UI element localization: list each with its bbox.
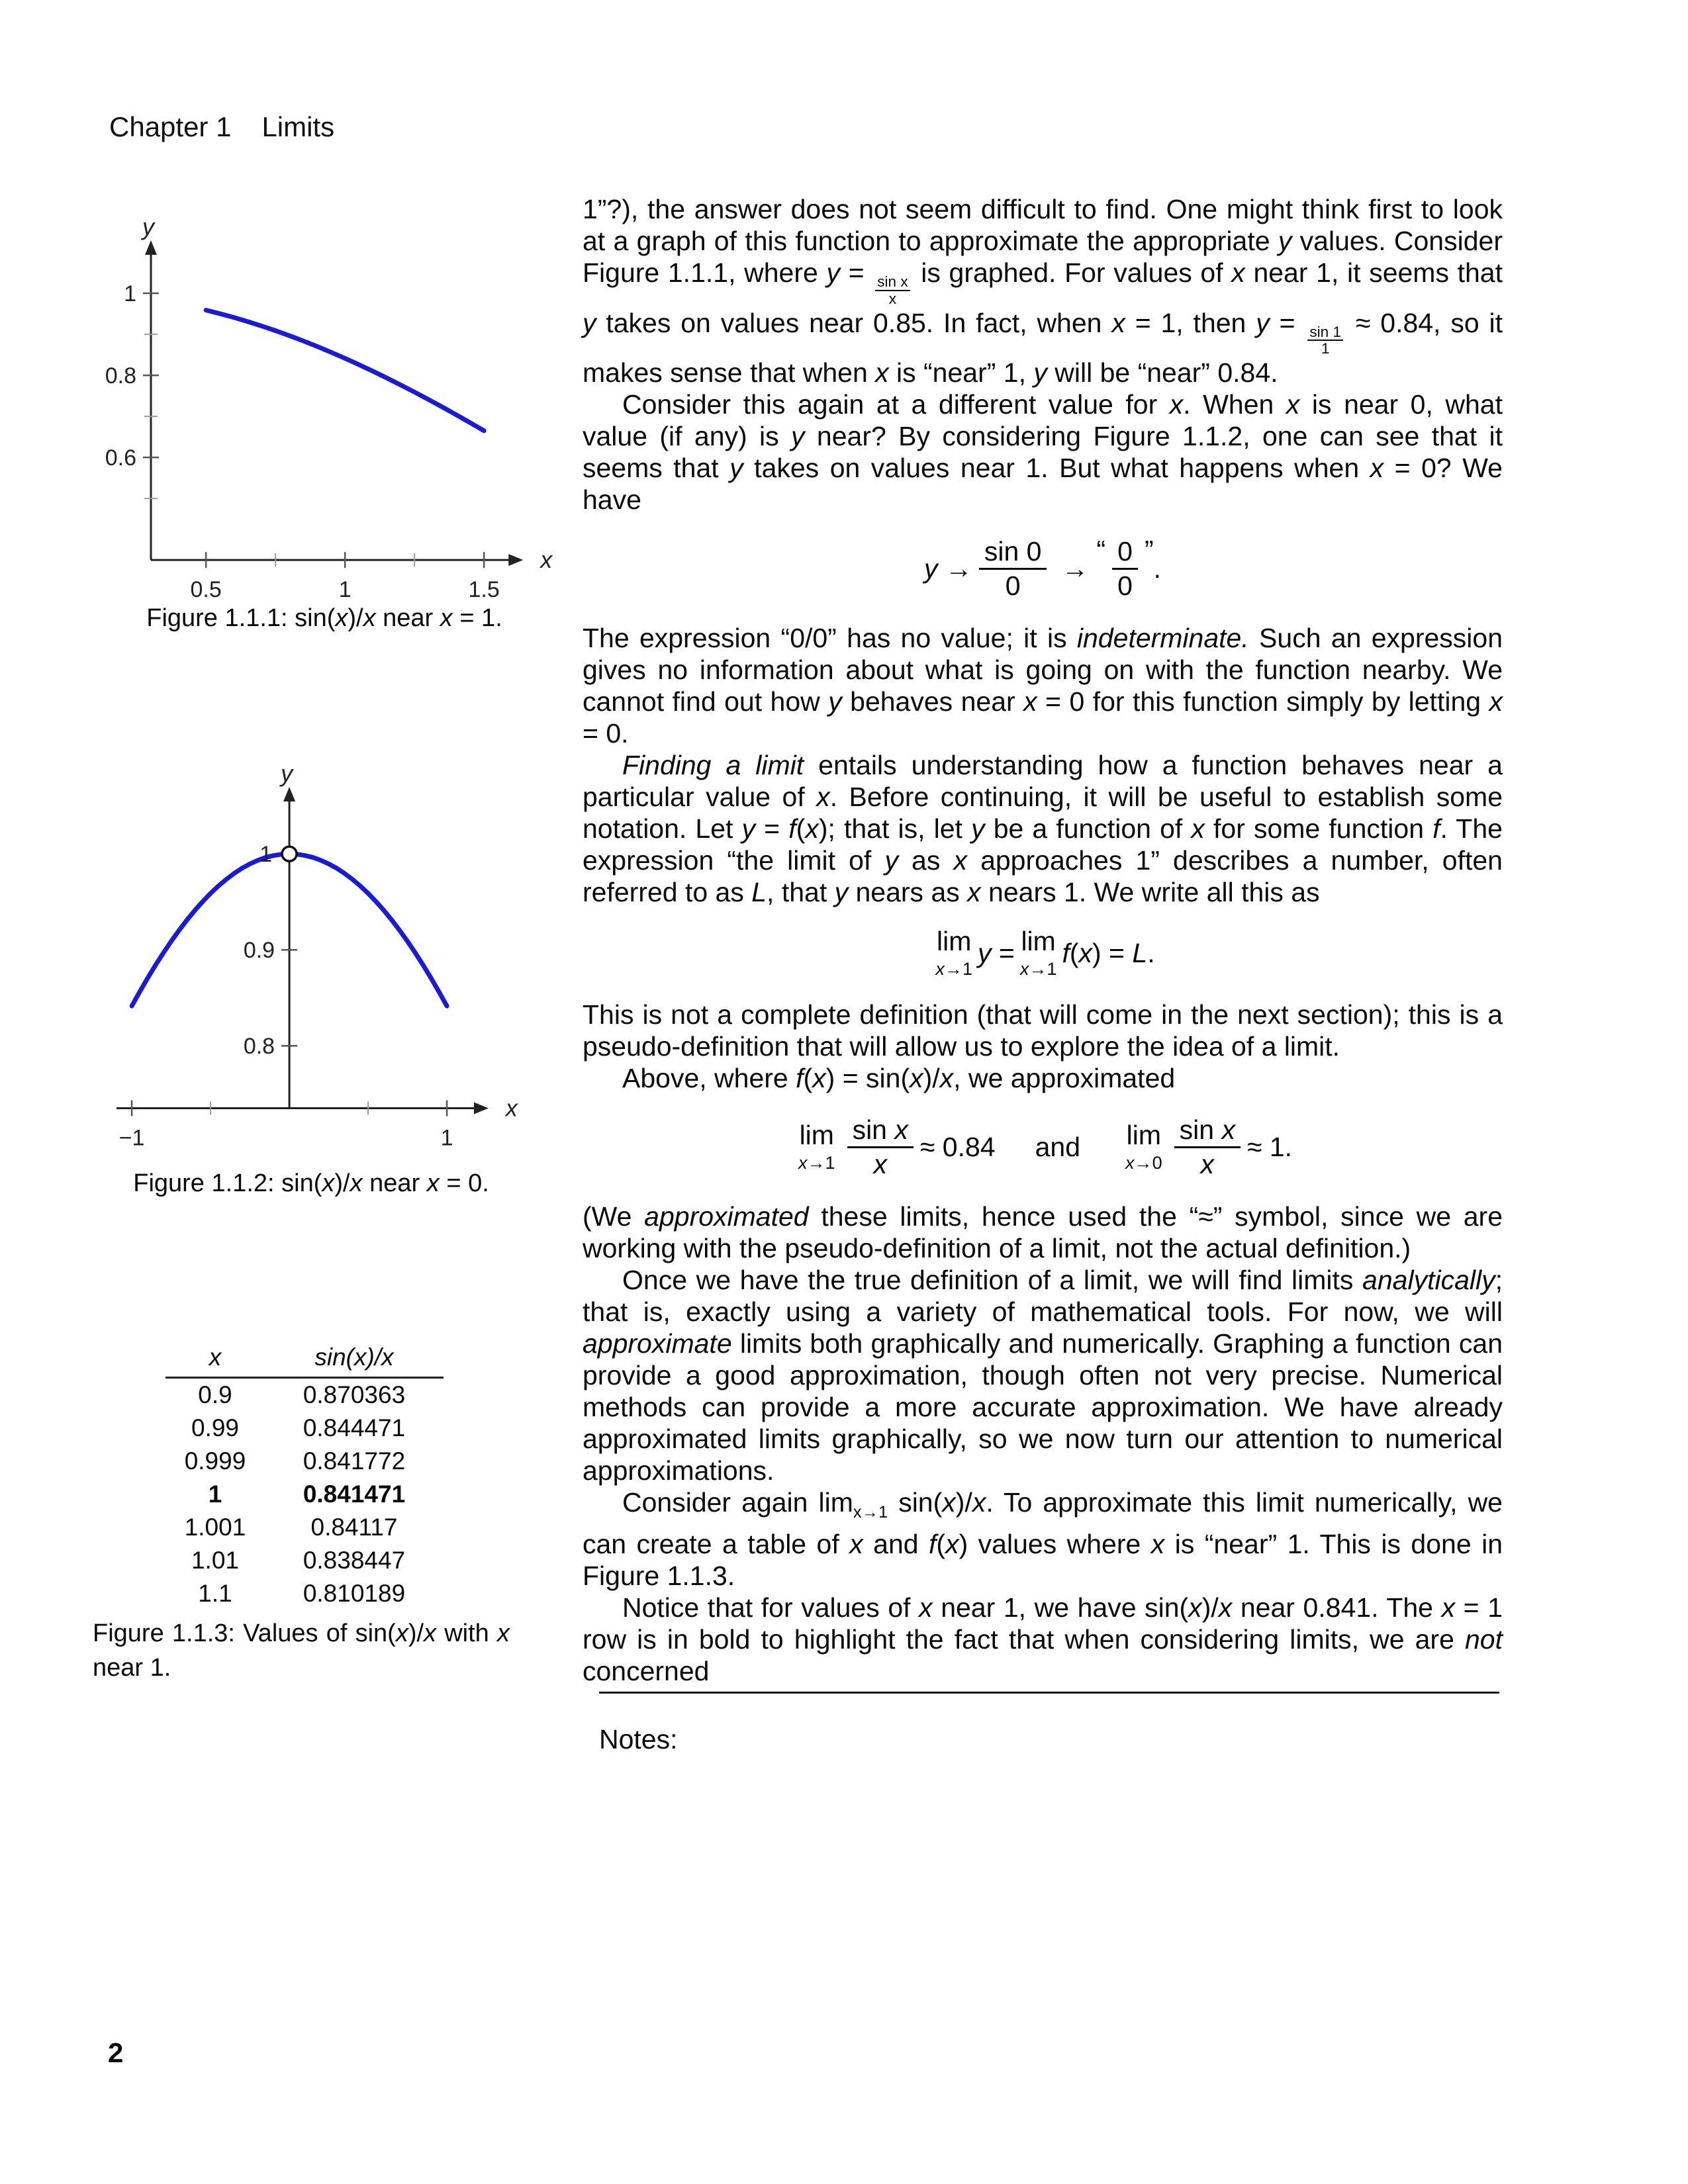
table-row	[165, 1478, 444, 1511]
y-tick-label: 0.9	[243, 938, 275, 964]
lim: lim	[1021, 926, 1056, 957]
paragraph: 1”?), the answer does not seem difficult to find. One might think first to look at a graph of this function to approximate the appropriate y values. Consider Figure 1.1.1, where y = $\frac{\text{sin x}}{x}$ is graphed. For values of x near 1, it seems that y takes on values near 0.85. In fact, when x = 1, then y = $\frac{\sin 1}{1}$ ≈ 0.84, so it makes sense that when x is “near” 1, y will be “near” 0.84.	[583, 194, 1503, 388]
paragraph: (We approximated these limits, hence used the “≈” symbol, since we are working with the pseudo-definition of a limit, not the actual definition.)	[583, 1201, 1503, 1263]
table-row	[165, 1577, 444, 1610]
table-header-x: x	[209, 1343, 222, 1371]
equation-body: f(x) = L.	[1062, 937, 1155, 968]
paragraph: Consider again $\lim_{x\to 1} \sin(x)/x$. To approximate this limit numerically, we can create a table of x and f(x) values where x is “near” 1. This is done in Figure 1.1.3.	[583, 1486, 1503, 1592]
fraction-numerator: sin x	[1174, 1114, 1241, 1148]
fraction-numerator: sin 0	[979, 535, 1047, 570]
table-cell: 0.841471	[303, 1480, 406, 1508]
table-cell: 0.838447	[303, 1547, 406, 1574]
open-quote: “	[1096, 535, 1106, 566]
y-tick-label: 0.8	[105, 363, 136, 389]
table-row	[165, 1445, 444, 1478]
limit-stack	[798, 1122, 835, 1172]
x-tick-label: 1.5	[468, 577, 500, 599]
figure-1-1-2-plot	[99, 754, 523, 1165]
y-axis-arrow	[145, 240, 157, 255]
limit-stack	[1125, 1122, 1162, 1172]
y-axis-arrow	[283, 787, 295, 801]
x-axis-arrow	[508, 554, 523, 566]
notes-label: Notes:	[599, 1724, 678, 1754]
table-cell: 1	[208, 1480, 222, 1508]
paragraph: This is not a complete definition (that will come in the next section); this is a pseudo-definition that will allow us to explore the idea of a limit.	[583, 999, 1503, 1062]
y-axis-label: y	[281, 760, 293, 787]
table-cell: 0.810189	[303, 1580, 406, 1607]
table-cell: 0.870363	[303, 1381, 406, 1408]
limit-stack	[935, 928, 972, 978]
x-tick-label: 1	[440, 1125, 453, 1151]
table-cell: 0.84117	[310, 1514, 398, 1541]
paragraph: Notice that for values of x near 1, we have sin(x)/x near 0.841. The x = 1 row is in bold to highlight the fact that when considering limits, we are not concerned	[583, 1592, 1503, 1687]
display-equation-limit-definition	[583, 928, 1503, 978]
fraction-sin0-over-0	[979, 535, 1047, 602]
fraction-denominator: x	[1200, 1148, 1215, 1179]
y-tick-label: 1	[259, 842, 273, 868]
lim-subscript: x→1	[1019, 959, 1057, 979]
figure-1-1-2-caption: Figure 1.1.2: sin(x)/x near x = 0.	[133, 1169, 489, 1197]
x-tick-label: −1	[118, 1125, 145, 1151]
table-cell: 0.999	[184, 1447, 246, 1475]
paragraph: The expression “0/0” has no value; it is indeterminate. Such an expression gives no information about what is going on with the function nearby. We cannot find out how y behaves near x = 0 for this function simply by letting x = 0.	[583, 623, 1503, 749]
notes-divider	[599, 1692, 1499, 1694]
lim: lim	[936, 926, 972, 957]
fraction-denominator: 0	[1117, 570, 1133, 602]
lim-subscript: x→1	[935, 959, 972, 979]
close-quote: ”	[1144, 535, 1154, 566]
display-equation-approximated-limits	[583, 1114, 1503, 1181]
chapter-title: Limits	[261, 111, 335, 142]
fraction-numerator: sin x	[847, 1114, 914, 1148]
table-cell: 0.844471	[303, 1414, 406, 1441]
table-row	[165, 1412, 444, 1445]
approx-value: ≈ 1.	[1246, 1131, 1293, 1162]
lim: lim	[799, 1120, 834, 1151]
figure-1-1-1-plot	[93, 218, 556, 599]
arrow: →	[1061, 553, 1089, 584]
table-cell: 1.1	[198, 1580, 232, 1607]
values-table-header	[165, 1343, 444, 1379]
table-cell: 1.001	[184, 1514, 246, 1541]
table-cell: 1.01	[191, 1547, 239, 1574]
y-tick-label: 0.6	[105, 445, 136, 471]
paragraph: Once we have the true definition of a limit, we will find limits analytically; that is, exactly using a variety of mathematical tools. For now, we will approximate limits both graphically and numerically. Graphing a function can provide a good approximation, though often not very precise. Numerical methods can provide a more accurate approximation. We have already approximated limits graphically, so we now turn our attention to numerical approximations.	[583, 1264, 1503, 1486]
page-number: 2	[108, 2037, 124, 2068]
function-curve	[206, 310, 484, 431]
x-tick-label: 1	[338, 577, 352, 599]
body-column	[583, 193, 1503, 1687]
figure-1-1-1-caption: Figure 1.1.1: sin(x)/x near x = 1.	[146, 604, 502, 632]
paragraph: Above, where f(x) = sin(x)/x, we approximated	[622, 1062, 1176, 1093]
lim: lim	[1126, 1120, 1162, 1151]
fraction-numerator: 0	[1112, 535, 1138, 570]
conjunction: and	[1035, 1131, 1081, 1162]
table-header-sinx-over-x: sin(x)/x	[314, 1343, 394, 1371]
table-cell: 0.841772	[303, 1447, 406, 1475]
open-circle	[282, 846, 297, 861]
table-cell: 0.99	[191, 1414, 239, 1441]
figure-1-1-3-caption: Figure 1.1.3: Values of sin(x)/x with x near 1.	[93, 1619, 510, 1682]
table-cell: 0.9	[198, 1381, 232, 1408]
fraction-denominator: 0	[1005, 570, 1021, 602]
approx-value: ≈ 0.84	[919, 1131, 996, 1162]
table-row	[165, 1379, 444, 1412]
lim-subscript: x→0	[1125, 1153, 1162, 1173]
y-axis-label: y	[142, 218, 154, 240]
paragraph: Consider this again at a different value for x. When x is near 0, what value (if any) is y near? By considering Figure 1.1.2, one can see that it seems that y takes on values near 1. But what happens when x = 0? We have	[583, 389, 1503, 516]
lim-subscript: x→1	[798, 1153, 835, 1173]
chapter-label: Chapter 1	[109, 111, 232, 142]
limit-stack	[1020, 928, 1057, 978]
inline-fraction: $\frac{\sin 1}{1}$	[1307, 324, 1343, 357]
x-tick-label: 0.5	[190, 577, 222, 599]
table-row	[165, 1544, 444, 1577]
table-row	[165, 1511, 444, 1544]
display-equation-0-over-0	[583, 535, 1503, 602]
inline-fraction: $\frac{\text{sin x}}{x}$	[875, 274, 910, 306]
fraction-sinx-over-x	[1174, 1114, 1241, 1181]
values-table-body	[165, 1379, 444, 1610]
fraction-denominator: x	[873, 1148, 887, 1179]
y-tick-label: 0.8	[243, 1034, 275, 1060]
values-table	[165, 1343, 444, 1610]
fraction-0-over-0	[1112, 535, 1138, 602]
x-axis-arrow	[474, 1102, 489, 1114]
y-tick-label: 1	[124, 281, 136, 307]
equation-period: .	[1153, 553, 1162, 584]
x-axis-label: x	[505, 1094, 518, 1122]
paragraph: Finding a limit entails understanding how a function behaves near a particular value of x. Before continuing, it will be useful to establish some notation. Let y = f(x); that is, let y be a function of x for some function f. The expression “the limit of y as x approaches 1” describes a number, often referred to as L, that y nears as x nears 1. We write all this as	[583, 750, 1503, 908]
x-axis-label: x	[540, 546, 553, 574]
equation-lhs: y →	[923, 553, 972, 584]
fraction-sinx-over-x	[847, 1114, 914, 1181]
chapter-header	[109, 111, 334, 143]
equation-body: y =	[977, 937, 1015, 968]
